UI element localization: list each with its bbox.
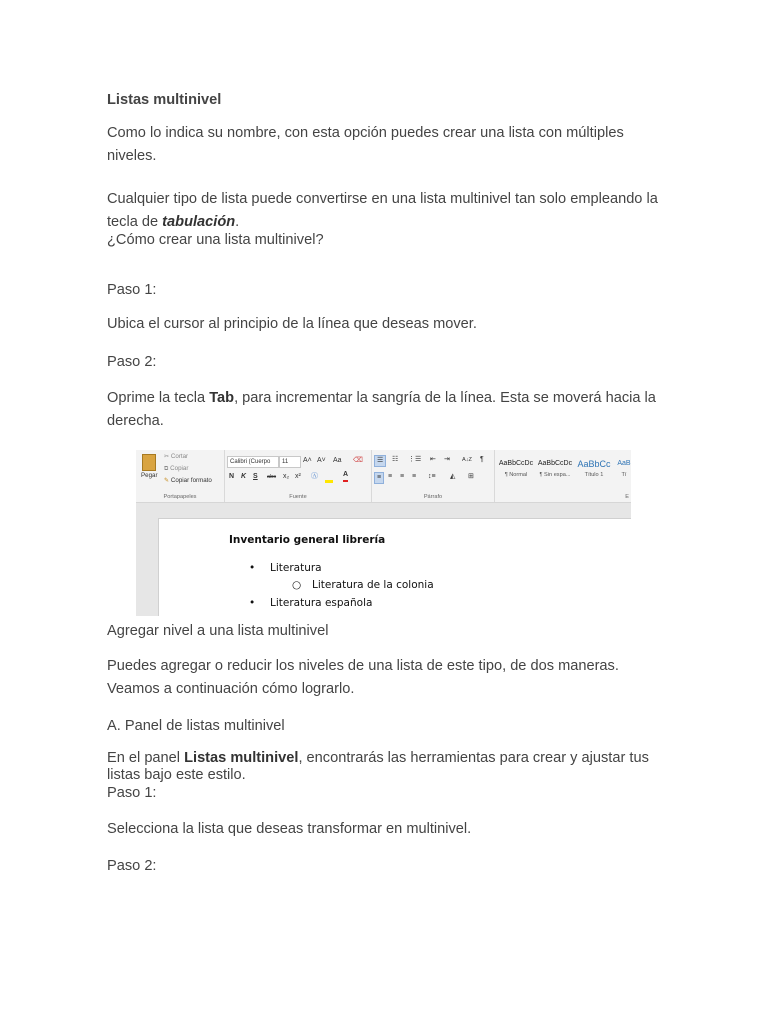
step2-text-post: , para incrementar la sangría de la línea. Esta se moverá hacia la derecha. — [107, 390, 656, 429]
section2-step1-label: Paso 1: — [107, 785, 157, 801]
intro-paragraph: Como lo indica su nombre, con esta opción puedes crear una lista con múltiples niveles. — [107, 125, 624, 164]
step2-text — [107, 387, 667, 433]
bullets-icon: ☰ — [374, 455, 386, 467]
style-heading1-name: Título 1 — [584, 472, 604, 478]
scissors-icon: ✂ — [164, 453, 170, 460]
ribbon — [136, 450, 631, 503]
style-no-spacing-sample: AaBbCcDc — [537, 460, 573, 467]
clipboard-group — [136, 450, 225, 502]
bold-icon: N — [229, 473, 235, 480]
tabulation-text-post: . — [235, 214, 240, 230]
paragraph-group — [372, 450, 495, 502]
cut-button — [164, 453, 188, 460]
tab-key: Tab — [209, 390, 235, 406]
numbering-icon: ☷ — [392, 456, 399, 463]
style-heading1-sample: AaBbCc — [577, 459, 611, 469]
doc-heading: Inventario general librería — [229, 534, 386, 546]
italic-icon: K — [241, 473, 247, 480]
superscript-icon: x² — [295, 473, 301, 480]
step1-text: Ubica el cursor al principio de la línea que deseas mover. — [107, 316, 477, 332]
panel-paragraph — [107, 750, 667, 784]
brush-icon: ✎ — [164, 477, 170, 484]
step2-text-pre: Oprime la tecla — [107, 390, 210, 406]
align-right-icon: ≡ — [400, 473, 405, 480]
increase-indent-icon: ⇥ — [444, 456, 450, 463]
doc-item-1: Literatura — [270, 562, 322, 574]
style-heading2-name: Tí — [621, 472, 627, 478]
style-heading2-sample: AaB — [617, 460, 631, 467]
align-left-icon: ≡ — [374, 472, 384, 484]
copy-label: Copiar — [170, 465, 189, 472]
tabulation-paragraph — [107, 188, 667, 234]
panel-text-post: , encontrarás las herramientas para crear y ajustar tus listas bajo este estilo. — [107, 750, 649, 783]
style-no-spacing-name: ¶ Sin espa... — [539, 472, 571, 478]
word-screenshot — [136, 450, 631, 616]
style-heading2 — [614, 456, 631, 486]
panel-subtitle: A. Panel de listas multinivel — [107, 718, 285, 734]
circle-bullet-icon: ○ — [292, 579, 302, 591]
bullet-icon: • — [249, 597, 256, 609]
highlight-icon — [325, 480, 333, 483]
panel-strong: Listas multinivel — [184, 750, 299, 766]
style-no-spacing — [536, 456, 574, 486]
align-center-icon: ≡ — [388, 473, 393, 480]
borders-icon: ⊞ — [468, 473, 474, 480]
paragraph-group-label: Párrafo — [423, 494, 443, 500]
style-normal-sample: AaBbCcDc — [498, 460, 534, 467]
tabulation-text-pre: Cualquier tipo de lista puede convertirse en una lista multinivel tan solo empleando la tecla de — [107, 191, 658, 230]
multilevel-list-icon: ⋮☰ — [408, 456, 422, 463]
paste-icon — [142, 454, 156, 471]
underline-icon: S — [253, 473, 258, 480]
font-group — [225, 450, 372, 502]
paste-label: Pegar — [141, 472, 158, 479]
font-size-select: 11 — [279, 456, 301, 468]
format-painter-label: Copiar formato — [170, 477, 212, 484]
section-title: Listas multinivel — [107, 92, 222, 108]
shading-icon: ◭ — [450, 473, 456, 480]
style-normal-name: ¶ Normal — [504, 472, 528, 478]
copy-icon: ⧉ — [164, 465, 169, 472]
clipboard-group-label: Portapapeles — [163, 494, 197, 500]
line-spacing-icon: ↕≡ — [428, 473, 436, 480]
section2-intro: Puedes agregar o reducir los niveles de una lista de este tipo, de dos maneras. Veamos a continuación cómo lograrlo. — [107, 658, 619, 697]
panel-text-pre: En el panel — [107, 750, 185, 766]
step1-label: Paso 1: — [107, 282, 157, 298]
tabulation-emphasis: tabulación — [162, 214, 236, 230]
styles-group-label: E — [625, 494, 629, 500]
change-case-icon: Aa — [333, 457, 342, 464]
style-heading1 — [575, 456, 613, 486]
pilcrow-icon: ¶ — [480, 456, 484, 463]
decrease-indent-icon: ⇤ — [430, 456, 436, 463]
style-normal — [497, 456, 535, 486]
font-color-icon: A — [343, 470, 348, 482]
justify-icon: ≡ — [412, 473, 417, 480]
document-page — [158, 518, 631, 616]
section2-title: Agregar nivel a una lista multinivel — [107, 623, 329, 639]
subscript-icon: x₂ — [283, 473, 290, 480]
cut-label: Cortar — [170, 453, 189, 460]
shrink-font-icon: A˅ — [317, 457, 326, 464]
copy-button — [164, 465, 188, 473]
strikethrough-icon: abc — [267, 474, 277, 480]
doc-item-2: Literatura española — [270, 597, 373, 609]
doc-subitem-1: Literatura de la colonia — [312, 579, 434, 591]
step2-label: Paso 2: — [107, 354, 157, 370]
how-to-question: ¿Cómo crear una lista multinivel? — [107, 232, 324, 248]
format-painter-button — [164, 477, 212, 484]
font-name-select: Calibri (Cuerpo — [227, 456, 279, 468]
section2-step1-text: Selecciona la lista que deseas transformar en multinivel. — [107, 821, 472, 837]
bullet-icon: • — [249, 562, 256, 574]
sort-icon: A↓Z — [462, 457, 472, 463]
section2-step2-label: Paso 2: — [107, 858, 157, 874]
text-effects-icon: Ⓐ — [311, 473, 318, 480]
font-group-label: Fuente — [289, 494, 307, 500]
clear-format-icon: ⌫ — [353, 457, 363, 464]
styles-group — [495, 450, 631, 502]
grow-font-icon: A˄ — [303, 457, 312, 464]
